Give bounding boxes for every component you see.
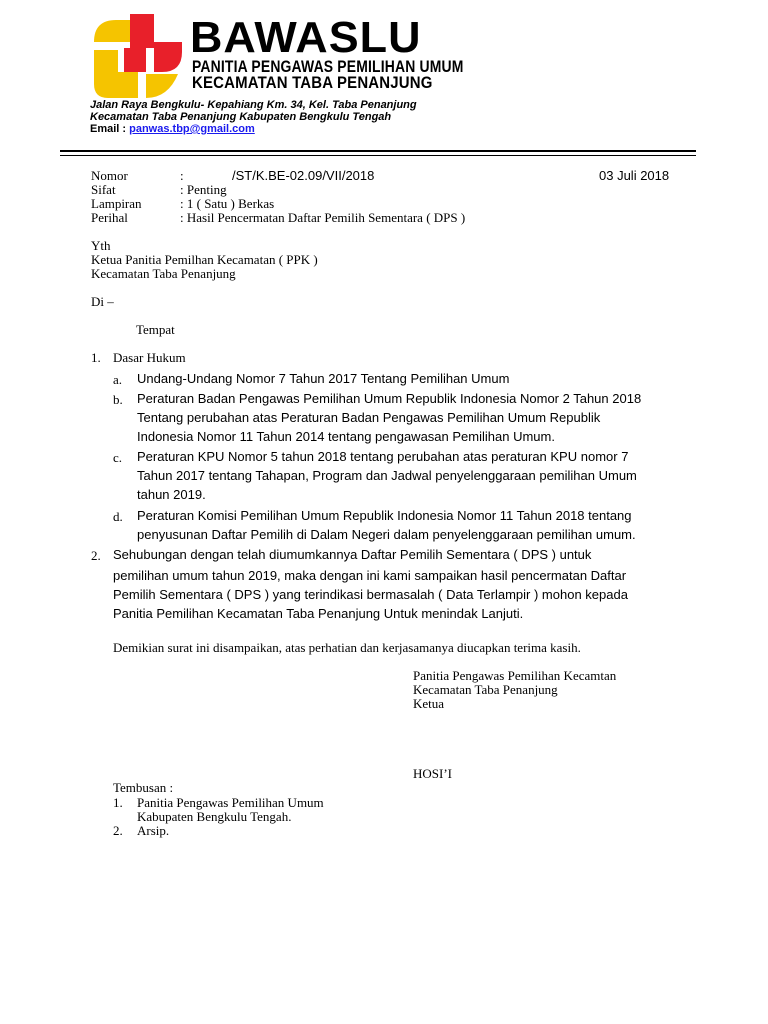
tembusan-1-line-2: Kabupaten Bengkulu Tengah. [137,809,292,824]
email-label: Email : [90,123,130,135]
letterhead-subtitle-2: KECAMATAN TABA PENANJUNG [192,73,433,92]
logo-yellow-top [94,20,132,42]
address-line-1: Jalan Raya Bengkulu- Kepahiang Km. 34, Kel. Taba Penanjung [90,99,417,111]
logo-yellow-right [146,74,178,98]
letterhead-rule-thick [60,150,696,152]
item-b-line-2: Tentang perubahan atas Peraturan Badan Pengawas Pemilihan Umum Republik [137,410,601,425]
bawaslu-logo [88,12,186,102]
recipient-line-2: Kecamatan Taba Penanjung [91,266,236,281]
item-b-line-3: Indonesia Nomor 11 Tahun 2014 tentang pengawasan Pemilihan Umum. [137,429,555,444]
item-1-number: 1. [91,350,101,365]
item-b-label: b. [113,392,123,407]
item-2-line-1: Sehubungan dengan telah diumumkannya Daftar Pemilih Sementara ( DPS ) untuk [113,547,592,562]
item-c-label: c. [113,450,123,465]
item-d-line-2: penyusunan Daftar Pemilih di Dalam Negeri dalam penyelenggaraan pemilihan umum. [137,527,636,542]
sifat-value: : Penting [180,182,227,197]
tembusan-title: Tembusan : [113,780,174,795]
perihal-label: Perihal [91,210,128,225]
signature-line-1: Panitia Pengawas Pemilihan Kecamtan [413,668,617,683]
di: Di – [91,294,114,309]
item-a-label: a. [113,372,123,387]
tembusan-1-number: 1. [113,795,123,810]
nomor-value: /ST/K.BE-02.09/VII/2018 [232,168,375,183]
recipient-line-1: Ketua Panitia Pemilhan Kecamatan ( PPK ) [91,252,318,267]
yth: Yth [91,238,111,253]
item-a-text: Undang-Undang Nomor 7 Tahun 2017 Tentang Pemilihan Umum [137,371,510,386]
item-1-title: Dasar Hukum [113,350,186,365]
tembusan-2-number: 2. [113,823,123,838]
item-2-line-4: Panitia Pemilihan Kecamatan Taba Penanjung Untuk menindak Lanjuti. [113,606,524,621]
logo-red-left [124,48,146,72]
brand-title: BAWASLU [190,13,422,62]
address-line-2: Kecamatan Taba Penanjung Kabupaten Bengkulu Tengah [90,111,392,123]
signatory-name: HOSI’I [413,766,452,781]
nomor-colon: : [180,168,184,183]
email-line [90,123,255,136]
letter-date: 03 Juli 2018 [599,168,670,183]
lampiran-label: Lampiran [91,196,142,211]
item-2-number: 2. [91,548,101,563]
item-2-line-3: Pemilih Sementara ( DPS ) yang terindikasi bermasalah ( Data Terlampir ) mohon kepada [113,587,628,602]
closing-sentence: Demikian surat ini disampaikan, atas perhatian dan kerjasamanya diucapkan terima kasih. [113,640,581,655]
tempat: Tempat [136,322,175,337]
item-c-line-2: Tahun 2017 tentang Tahapan, Program dan Jadwal penyelenggaraan pemilihan Umum [137,468,637,483]
item-d-line-1: Peraturan Komisi Pemilihan Umum Republik Indonesia Nomor 11 Tahun 2018 tentang [137,508,632,523]
item-b-line-1: Peraturan Badan Pengawas Pemilihan Umum Republik Indonesia Nomor 2 Tahun 2018 [137,391,642,406]
tembusan-2-text: Arsip. [137,823,170,838]
signature-line-3: Ketua [413,696,445,711]
email-link[interactable]: panwas.tbp@gmail.com [129,123,255,135]
nomor-label: Nomor [91,168,128,183]
sifat-label: Sifat [91,182,116,197]
perihal-value: : Hasil Pencermatan Daftar Pemilih Sementara ( DPS ) [180,210,466,225]
item-c-line-3: tahun 2019. [137,487,206,502]
signature-line-2: Kecamatan Taba Penanjung [413,682,558,697]
item-2-line-2: pemilihan umum tahun 2019, maka dengan ini kami sampaikan hasil pencermatan Daftar [113,568,627,583]
tembusan-1-line-1: Panitia Pengawas Pemilihan Umum [137,795,324,810]
lampiran-value: : 1 ( Satu ) Berkas [180,196,275,211]
item-d-label: d. [113,509,123,524]
letterhead-rule-thin [60,155,696,156]
item-c-line-1: Peraturan KPU Nomor 5 tahun 2018 tentang perubahan atas peraturan KPU nomor 7 [137,449,629,464]
letterhead-subtitle-1: PANITIA PENGAWAS PEMILIHAN UMUM [192,57,464,76]
